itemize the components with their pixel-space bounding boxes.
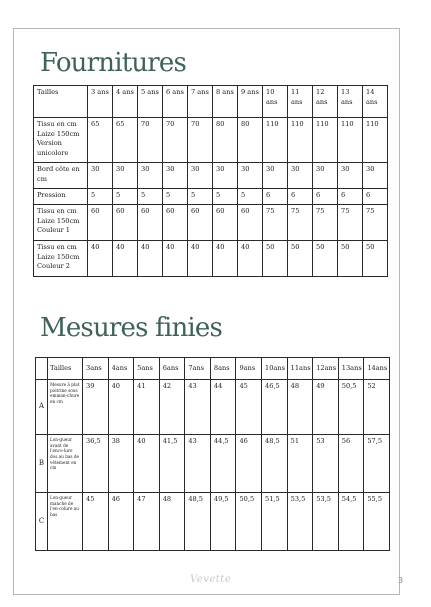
fournitures-title: Fournitures — [40, 48, 187, 78]
table-cell: 40 — [163, 241, 188, 277]
header-cell: 14 ans — [363, 86, 388, 118]
table-cell: 46 — [108, 493, 134, 551]
table-cell: 80 — [213, 118, 238, 163]
table-cell: 30 — [113, 163, 138, 189]
table-cell: 30 — [138, 163, 163, 189]
table-cell: 52 — [364, 380, 390, 435]
header-cell: 10ans — [262, 358, 288, 380]
table-cell: 49 — [313, 380, 339, 435]
header-cell: 11 ans — [288, 86, 313, 118]
table-cell: 40 — [138, 241, 163, 277]
table-cell: 46,5 — [262, 380, 288, 435]
header-cell: Tailles — [34, 86, 88, 118]
table-cell: 53,5 — [313, 493, 339, 551]
table-cell: 50 — [313, 241, 338, 277]
table-cell: 5 — [188, 189, 213, 205]
table-cell: 40 — [134, 435, 160, 493]
table-cell: 56 — [338, 435, 364, 493]
table-cell: 30 — [263, 163, 288, 189]
row-label: Pression — [34, 189, 88, 205]
mesures-finies-table — [35, 357, 390, 551]
table-cell: 6 — [338, 189, 363, 205]
table-cell: 5 — [213, 189, 238, 205]
table-cell: 30 — [188, 163, 213, 189]
table-cell: 50 — [263, 241, 288, 277]
table-cell: 5 — [138, 189, 163, 205]
table-cell: 30 — [163, 163, 188, 189]
table-header-row — [34, 86, 388, 118]
table-cell: 5 — [238, 189, 263, 205]
table-cell: 44,5 — [210, 435, 236, 493]
table-cell: 75 — [288, 205, 313, 241]
header-cell: 3 ans — [88, 86, 113, 118]
header-cell: 9 ans — [238, 86, 263, 118]
table-cell: 75 — [363, 205, 388, 241]
table-cell: 65 — [88, 118, 113, 163]
table-cell: 49,5 — [210, 493, 236, 551]
table-cell: 40 — [188, 241, 213, 277]
table-cell: 5 — [113, 189, 138, 205]
table-cell: 43 — [185, 380, 211, 435]
mesures-finies-title: Mesures finies — [40, 313, 223, 343]
table-cell: 54,5 — [338, 493, 364, 551]
table-cell: 60 — [238, 205, 263, 241]
header-cell: 12 ans — [313, 86, 338, 118]
table-cell: 50 — [363, 241, 388, 277]
header-cell: 7ans — [185, 358, 211, 380]
table-row — [36, 435, 390, 493]
row-label: Tissu en cm Laize 150cm Version unicolore — [34, 118, 88, 163]
table-cell: 30 — [213, 163, 238, 189]
header-cell: Tailles — [48, 358, 83, 380]
table-cell: 53 — [313, 435, 339, 493]
table-cell: 41,5 — [159, 435, 185, 493]
table-cell: 40 — [238, 241, 263, 277]
page-number: 3 — [398, 576, 404, 585]
header-cell: 8ans — [210, 358, 236, 380]
header-cell: 13ans — [338, 358, 364, 380]
table-cell: 5 — [163, 189, 188, 205]
table-row — [36, 493, 390, 551]
fournitures-table — [33, 85, 388, 277]
table-header-row — [36, 358, 390, 380]
table-cell: 48,5 — [185, 493, 211, 551]
header-cell: 11ans — [287, 358, 313, 380]
row-description: Lon-gueur manche de l'en-colure au bas — [48, 493, 83, 551]
table-cell: 50,5 — [338, 380, 364, 435]
table-cell: 30 — [313, 163, 338, 189]
table-row — [34, 241, 388, 277]
row-label: Bord côte en cm — [34, 163, 88, 189]
table-cell: 51,5 — [262, 493, 288, 551]
table-row — [34, 205, 388, 241]
table-cell: 42 — [159, 380, 185, 435]
table-cell: 48 — [287, 380, 313, 435]
table-cell: 46 — [236, 435, 262, 493]
table-row — [34, 163, 388, 189]
header-cell-empty — [36, 358, 48, 380]
header-cell: 10 ans — [263, 86, 288, 118]
table-cell: 65 — [113, 118, 138, 163]
header-cell: 7 ans — [188, 86, 213, 118]
table-cell: 110 — [363, 118, 388, 163]
table-row — [36, 380, 390, 435]
table-cell: 50,5 — [236, 493, 262, 551]
table-cell: 60 — [138, 205, 163, 241]
table-cell: 48 — [159, 493, 185, 551]
table-cell: 110 — [313, 118, 338, 163]
table-cell: 47 — [134, 493, 160, 551]
table-cell: 30 — [363, 163, 388, 189]
table-cell: 110 — [338, 118, 363, 163]
row-label: Tissu en cm Laize 150cm Couleur 2 — [34, 241, 88, 277]
table-cell: 70 — [138, 118, 163, 163]
row-letter: C — [36, 493, 48, 551]
table-cell: 55,5 — [364, 493, 390, 551]
table-cell: 48,5 — [262, 435, 288, 493]
table-cell: 30 — [288, 163, 313, 189]
table-cell: 60 — [188, 205, 213, 241]
table-cell: 45 — [236, 380, 262, 435]
table-cell: 57,5 — [364, 435, 390, 493]
table-cell: 40 — [88, 241, 113, 277]
header-cell: 5ans — [134, 358, 160, 380]
table-cell: 30 — [88, 163, 113, 189]
header-cell: 8 ans — [213, 86, 238, 118]
table-cell: 6 — [263, 189, 288, 205]
header-cell: 5 ans — [138, 86, 163, 118]
table-cell: 36,5 — [83, 435, 109, 493]
table-cell: 110 — [288, 118, 313, 163]
table-cell: 38 — [108, 435, 134, 493]
table-cell: 5 — [88, 189, 113, 205]
table-cell: 51 — [287, 435, 313, 493]
table-cell: 75 — [338, 205, 363, 241]
table-cell: 6 — [313, 189, 338, 205]
header-cell: 4ans — [108, 358, 134, 380]
table-cell: 6 — [288, 189, 313, 205]
table-cell: 70 — [163, 118, 188, 163]
table-cell: 60 — [88, 205, 113, 241]
row-label: Tissu en cm Laize 150cm Couleur 1 — [34, 205, 88, 241]
table-cell: 30 — [338, 163, 363, 189]
row-letter: B — [36, 435, 48, 493]
table-row — [34, 189, 388, 205]
table-cell: 45 — [83, 493, 109, 551]
table-cell: 80 — [238, 118, 263, 163]
table-cell: 39 — [83, 380, 109, 435]
header-cell: 4 ans — [113, 86, 138, 118]
table-cell: 70 — [188, 118, 213, 163]
table-cell: 43 — [185, 435, 211, 493]
header-cell: 3ans — [83, 358, 109, 380]
table-row — [34, 118, 388, 163]
table-cell: 6 — [363, 189, 388, 205]
table-cell: 50 — [338, 241, 363, 277]
table-cell: 40 — [213, 241, 238, 277]
row-description: Mesure à plat poitrine sous emman-chure en cm — [48, 380, 83, 435]
header-cell: 12ans — [313, 358, 339, 380]
table-cell: 40 — [108, 380, 134, 435]
table-cell: 75 — [263, 205, 288, 241]
table-cell: 40 — [113, 241, 138, 277]
table-cell: 75 — [313, 205, 338, 241]
header-cell: 6 ans — [163, 86, 188, 118]
header-cell: 14ans — [364, 358, 390, 380]
table-cell: 30 — [238, 163, 263, 189]
table-cell: 60 — [113, 205, 138, 241]
table-cell: 41 — [134, 380, 160, 435]
row-description: Lon-gueur avant de l'enco-lure dos au bas de vêtement en cm — [48, 435, 83, 493]
brand-logo: Vevette — [190, 574, 232, 585]
table-cell: 53,5 — [287, 493, 313, 551]
table-cell: 50 — [288, 241, 313, 277]
table-cell: 60 — [163, 205, 188, 241]
table-cell: 44 — [210, 380, 236, 435]
header-cell: 13 ans — [338, 86, 363, 118]
header-cell: 6ans — [159, 358, 185, 380]
table-cell: 60 — [213, 205, 238, 241]
header-cell: 9ans — [236, 358, 262, 380]
row-letter: A — [36, 380, 48, 435]
table-cell: 110 — [263, 118, 288, 163]
